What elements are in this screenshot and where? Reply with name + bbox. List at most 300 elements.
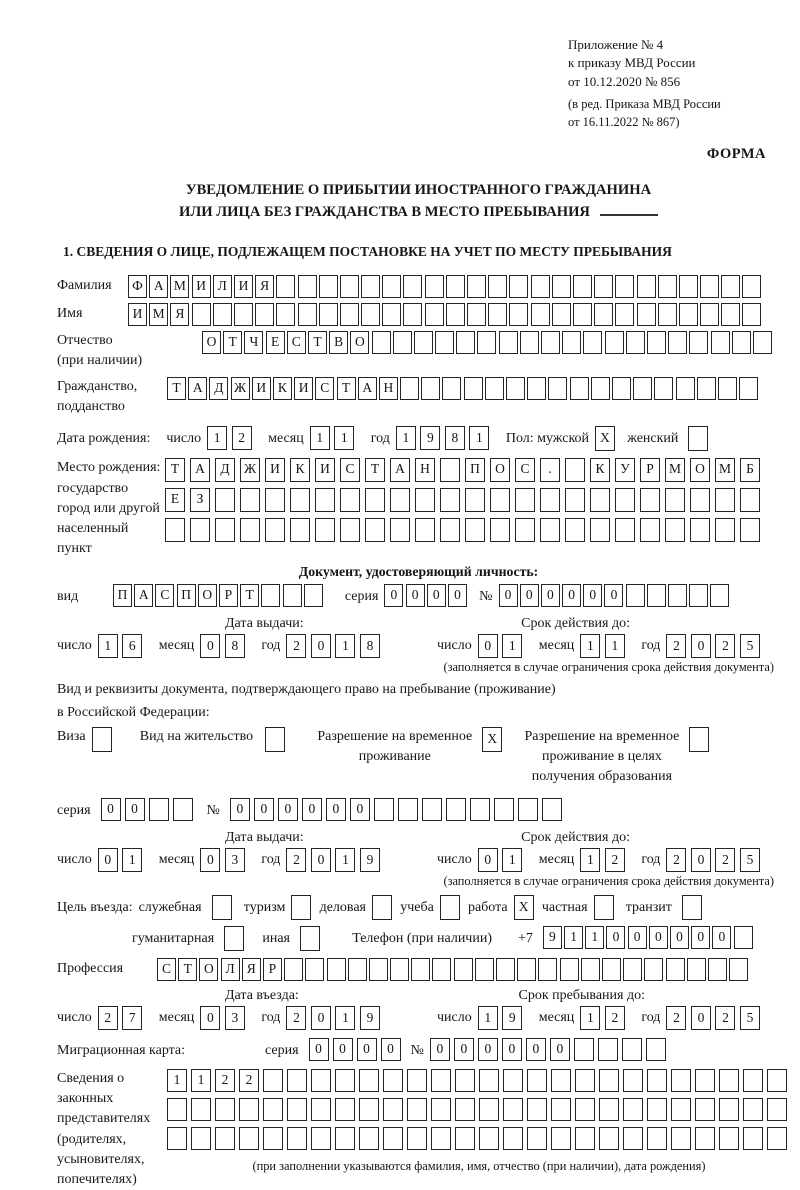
char-cell[interactable]: [647, 331, 666, 354]
char-cell[interactable]: 0: [562, 584, 581, 607]
char-cell[interactable]: [287, 1069, 307, 1092]
char-cell[interactable]: О: [202, 331, 221, 354]
char-cell[interactable]: 0: [381, 1038, 401, 1061]
char-cell[interactable]: 2: [286, 1006, 306, 1030]
char-cell[interactable]: [315, 488, 335, 512]
char-cell[interactable]: 0: [311, 1006, 331, 1030]
char-cell[interactable]: [190, 518, 210, 542]
char-cell[interactable]: 0: [125, 798, 145, 821]
char-cell[interactable]: [734, 926, 753, 949]
char-cell[interactable]: [538, 958, 557, 981]
char-cell[interactable]: [503, 1069, 523, 1092]
char-cell[interactable]: 3: [225, 848, 245, 872]
char-cell[interactable]: [743, 1069, 763, 1092]
char-cell[interactable]: 0: [98, 848, 118, 872]
char-cell[interactable]: [422, 798, 442, 821]
checkbox-cell[interactable]: [594, 895, 614, 920]
char-cell[interactable]: А: [149, 275, 168, 298]
char-cell[interactable]: З: [190, 488, 210, 512]
char-cell[interactable]: [488, 303, 507, 326]
char-cell[interactable]: [615, 275, 634, 298]
char-cell[interactable]: А: [390, 458, 410, 482]
char-cell[interactable]: [679, 303, 698, 326]
char-cell[interactable]: 1: [98, 634, 118, 658]
char-cell[interactable]: [740, 488, 760, 512]
char-cell[interactable]: [598, 1038, 618, 1061]
char-cell[interactable]: 0: [583, 584, 602, 607]
checkbox-cell[interactable]: [224, 926, 244, 951]
char-cell[interactable]: М: [665, 458, 685, 482]
char-cell[interactable]: Ж: [240, 458, 260, 482]
char-cell[interactable]: 2: [286, 634, 306, 658]
char-cell[interactable]: [470, 798, 490, 821]
char-cell[interactable]: [414, 331, 433, 354]
char-cell[interactable]: [718, 377, 737, 400]
char-cell[interactable]: [719, 1127, 739, 1150]
char-cell[interactable]: [626, 584, 645, 607]
char-cell[interactable]: [695, 1127, 715, 1150]
char-cell[interactable]: М: [149, 303, 168, 326]
char-cell[interactable]: К: [273, 377, 292, 400]
char-cell[interactable]: [456, 331, 475, 354]
char-cell[interactable]: [615, 303, 634, 326]
char-cell[interactable]: [599, 1069, 619, 1092]
char-cell[interactable]: С: [287, 331, 306, 354]
char-cell[interactable]: М: [715, 458, 735, 482]
char-cell[interactable]: [573, 275, 592, 298]
char-cell[interactable]: Ч: [244, 331, 263, 354]
char-cell[interactable]: П: [113, 584, 132, 607]
char-cell[interactable]: [167, 1127, 187, 1150]
char-cell[interactable]: [640, 488, 660, 512]
char-cell[interactable]: 8: [225, 634, 245, 658]
char-cell[interactable]: 1: [167, 1069, 187, 1092]
char-cell[interactable]: 0: [499, 584, 518, 607]
char-cell[interactable]: 9: [502, 1006, 522, 1030]
char-cell[interactable]: 1: [580, 848, 600, 872]
char-cell[interactable]: Т: [365, 458, 385, 482]
char-cell[interactable]: [359, 1069, 379, 1092]
char-cell[interactable]: [541, 331, 560, 354]
char-cell[interactable]: [622, 1038, 642, 1061]
char-cell[interactable]: 0: [448, 584, 467, 607]
char-cell[interactable]: [509, 275, 528, 298]
char-cell[interactable]: 1: [335, 634, 355, 658]
char-cell[interactable]: [290, 488, 310, 512]
char-cell[interactable]: [654, 377, 673, 400]
char-cell[interactable]: Д: [215, 458, 235, 482]
char-cell[interactable]: 9: [360, 848, 380, 872]
char-cell[interactable]: [421, 377, 440, 400]
char-cell[interactable]: [215, 518, 235, 542]
char-cell[interactable]: 2: [715, 848, 735, 872]
char-cell[interactable]: [372, 331, 391, 354]
char-cell[interactable]: [490, 518, 510, 542]
char-cell[interactable]: [239, 1098, 259, 1121]
char-cell[interactable]: [742, 303, 761, 326]
char-cell[interactable]: 0: [606, 926, 625, 949]
char-cell[interactable]: 0: [309, 1038, 329, 1061]
char-cell[interactable]: [494, 798, 514, 821]
char-cell[interactable]: 1: [191, 1069, 211, 1092]
char-cell[interactable]: [715, 518, 735, 542]
char-cell[interactable]: Д: [209, 377, 228, 400]
char-cell[interactable]: [191, 1098, 211, 1121]
checkbox-cell[interactable]: X: [595, 426, 615, 451]
char-cell[interactable]: 0: [302, 798, 322, 821]
char-cell[interactable]: [729, 958, 748, 981]
char-cell[interactable]: [340, 488, 360, 512]
char-cell[interactable]: [327, 958, 346, 981]
char-cell[interactable]: [552, 275, 571, 298]
char-cell[interactable]: [335, 1098, 355, 1121]
char-cell[interactable]: [440, 488, 460, 512]
char-cell[interactable]: 0: [691, 848, 711, 872]
char-cell[interactable]: [562, 331, 581, 354]
char-cell[interactable]: 1: [335, 848, 355, 872]
checkbox-cell[interactable]: [688, 426, 708, 451]
char-cell[interactable]: 0: [311, 848, 331, 872]
char-cell[interactable]: 9: [543, 926, 562, 949]
char-cell[interactable]: [488, 275, 507, 298]
char-cell[interactable]: 2: [666, 1006, 686, 1030]
checkbox-cell[interactable]: [291, 895, 311, 920]
char-cell[interactable]: [407, 1098, 427, 1121]
char-cell[interactable]: [215, 488, 235, 512]
char-cell[interactable]: [665, 518, 685, 542]
char-cell[interactable]: [637, 275, 656, 298]
char-cell[interactable]: [710, 584, 729, 607]
char-cell[interactable]: [455, 1069, 475, 1092]
char-cell[interactable]: П: [177, 584, 196, 607]
char-cell[interactable]: [767, 1098, 787, 1121]
char-cell[interactable]: [340, 303, 359, 326]
char-cell[interactable]: [276, 303, 295, 326]
char-cell[interactable]: [668, 584, 687, 607]
char-cell[interactable]: [646, 1038, 666, 1061]
char-cell[interactable]: Е: [165, 488, 185, 512]
char-cell[interactable]: Т: [308, 331, 327, 354]
char-cell[interactable]: [435, 331, 454, 354]
char-cell[interactable]: [287, 1098, 307, 1121]
char-cell[interactable]: [542, 798, 562, 821]
char-cell[interactable]: [565, 488, 585, 512]
char-cell[interactable]: 2: [666, 848, 686, 872]
checkbox-cell[interactable]: [92, 727, 112, 752]
char-cell[interactable]: Т: [223, 331, 242, 354]
char-cell[interactable]: [697, 377, 716, 400]
char-cell[interactable]: [361, 275, 380, 298]
char-cell[interactable]: 7: [122, 1006, 142, 1030]
char-cell[interactable]: [599, 1098, 619, 1121]
char-cell[interactable]: [612, 377, 631, 400]
char-cell[interactable]: И: [128, 303, 147, 326]
char-cell[interactable]: [700, 275, 719, 298]
char-cell[interactable]: [742, 275, 761, 298]
char-cell[interactable]: [319, 275, 338, 298]
char-cell[interactable]: [599, 1127, 619, 1150]
char-cell[interactable]: [671, 1127, 691, 1150]
char-cell[interactable]: [311, 1127, 331, 1150]
char-cell[interactable]: [767, 1127, 787, 1150]
char-cell[interactable]: Ф: [128, 275, 147, 298]
char-cell[interactable]: [623, 1098, 643, 1121]
char-cell[interactable]: [467, 275, 486, 298]
char-cell[interactable]: [551, 1127, 571, 1150]
char-cell[interactable]: [383, 1098, 403, 1121]
char-cell[interactable]: [690, 518, 710, 542]
char-cell[interactable]: [390, 958, 409, 981]
char-cell[interactable]: Т: [337, 377, 356, 400]
char-cell[interactable]: [647, 584, 666, 607]
char-cell[interactable]: [479, 1069, 499, 1092]
char-cell[interactable]: [503, 1127, 523, 1150]
char-cell[interactable]: Я: [170, 303, 189, 326]
char-cell[interactable]: [575, 1098, 595, 1121]
char-cell[interactable]: 1: [335, 1006, 355, 1030]
char-cell[interactable]: [192, 303, 211, 326]
char-cell[interactable]: [284, 958, 303, 981]
char-cell[interactable]: 6: [122, 634, 142, 658]
char-cell[interactable]: 2: [215, 1069, 235, 1092]
char-cell[interactable]: [623, 958, 642, 981]
char-cell[interactable]: О: [690, 458, 710, 482]
char-cell[interactable]: [499, 331, 518, 354]
char-cell[interactable]: [440, 458, 460, 482]
char-cell[interactable]: [658, 275, 677, 298]
char-cell[interactable]: [335, 1069, 355, 1092]
char-cell[interactable]: У: [615, 458, 635, 482]
char-cell[interactable]: [590, 488, 610, 512]
checkbox-cell[interactable]: [265, 727, 285, 752]
char-cell[interactable]: [689, 331, 708, 354]
char-cell[interactable]: 0: [101, 798, 121, 821]
char-cell[interactable]: 0: [712, 926, 731, 949]
char-cell[interactable]: [689, 584, 708, 607]
char-cell[interactable]: 2: [666, 634, 686, 658]
char-cell[interactable]: [479, 1127, 499, 1150]
char-cell[interactable]: К: [290, 458, 310, 482]
char-cell[interactable]: [304, 584, 323, 607]
char-cell[interactable]: [520, 331, 539, 354]
char-cell[interactable]: 9: [420, 426, 440, 450]
char-cell[interactable]: 0: [333, 1038, 353, 1061]
char-cell[interactable]: [374, 798, 394, 821]
char-cell[interactable]: [721, 303, 740, 326]
char-cell[interactable]: [503, 1098, 523, 1121]
checkbox-cell[interactable]: [300, 926, 320, 951]
char-cell[interactable]: [496, 958, 515, 981]
char-cell[interactable]: [215, 1127, 235, 1150]
char-cell[interactable]: [382, 303, 401, 326]
char-cell[interactable]: 2: [239, 1069, 259, 1092]
char-cell[interactable]: 0: [350, 798, 370, 821]
char-cell[interactable]: [191, 1127, 211, 1150]
char-cell[interactable]: [475, 958, 494, 981]
char-cell[interactable]: 1: [502, 634, 522, 658]
char-cell[interactable]: [647, 1127, 667, 1150]
char-cell[interactable]: И: [252, 377, 271, 400]
char-cell[interactable]: [540, 518, 560, 542]
char-cell[interactable]: [581, 958, 600, 981]
char-cell[interactable]: [527, 377, 546, 400]
char-cell[interactable]: [431, 1127, 451, 1150]
char-cell[interactable]: 8: [445, 426, 465, 450]
char-cell[interactable]: 5: [740, 1006, 760, 1030]
char-cell[interactable]: 2: [232, 426, 252, 450]
char-cell[interactable]: [411, 958, 430, 981]
char-cell[interactable]: [485, 377, 504, 400]
char-cell[interactable]: А: [190, 458, 210, 482]
char-cell[interactable]: [658, 303, 677, 326]
char-cell[interactable]: [383, 1069, 403, 1092]
char-cell[interactable]: [687, 958, 706, 981]
char-cell[interactable]: [690, 488, 710, 512]
char-cell[interactable]: [753, 331, 772, 354]
char-cell[interactable]: М: [170, 275, 189, 298]
char-cell[interactable]: [695, 1098, 715, 1121]
char-cell[interactable]: [665, 488, 685, 512]
char-cell[interactable]: 0: [649, 926, 668, 949]
char-cell[interactable]: 1: [585, 926, 604, 949]
char-cell[interactable]: [719, 1069, 739, 1092]
char-cell[interactable]: [565, 518, 585, 542]
char-cell[interactable]: 0: [670, 926, 689, 949]
char-cell[interactable]: [739, 377, 758, 400]
char-cell[interactable]: Т: [167, 377, 186, 400]
char-cell[interactable]: [548, 377, 567, 400]
char-cell[interactable]: 0: [526, 1038, 546, 1061]
char-cell[interactable]: [446, 798, 466, 821]
char-cell[interactable]: [560, 958, 579, 981]
char-cell[interactable]: А: [134, 584, 153, 607]
char-cell[interactable]: 0: [691, 926, 710, 949]
char-cell[interactable]: [479, 1098, 499, 1121]
char-cell[interactable]: .: [540, 458, 560, 482]
char-cell[interactable]: [574, 1038, 594, 1061]
char-cell[interactable]: [311, 1069, 331, 1092]
char-cell[interactable]: [390, 518, 410, 542]
char-cell[interactable]: 0: [430, 1038, 450, 1061]
char-cell[interactable]: 1: [122, 848, 142, 872]
char-cell[interactable]: 5: [740, 634, 760, 658]
char-cell[interactable]: [298, 303, 317, 326]
char-cell[interactable]: [454, 958, 473, 981]
char-cell[interactable]: [265, 488, 285, 512]
char-cell[interactable]: 1: [564, 926, 583, 949]
char-cell[interactable]: [234, 303, 253, 326]
char-cell[interactable]: 1: [310, 426, 330, 450]
checkbox-cell[interactable]: X: [482, 727, 502, 752]
char-cell[interactable]: [637, 303, 656, 326]
char-cell[interactable]: Л: [213, 275, 232, 298]
char-cell[interactable]: 0: [427, 584, 446, 607]
char-cell[interactable]: 2: [98, 1006, 118, 1030]
char-cell[interactable]: 0: [278, 798, 298, 821]
char-cell[interactable]: [407, 1069, 427, 1092]
char-cell[interactable]: [465, 488, 485, 512]
char-cell[interactable]: П: [465, 458, 485, 482]
char-cell[interactable]: [149, 798, 169, 821]
char-cell[interactable]: [477, 331, 496, 354]
char-cell[interactable]: [239, 1127, 259, 1150]
char-cell[interactable]: [623, 1069, 643, 1092]
char-cell[interactable]: [390, 488, 410, 512]
char-cell[interactable]: [715, 488, 735, 512]
char-cell[interactable]: 2: [605, 848, 625, 872]
char-cell[interactable]: 0: [478, 848, 498, 872]
char-cell[interactable]: 0: [454, 1038, 474, 1061]
char-cell[interactable]: [711, 331, 730, 354]
char-cell[interactable]: 0: [691, 634, 711, 658]
char-cell[interactable]: 0: [691, 1006, 711, 1030]
char-cell[interactable]: 0: [406, 584, 425, 607]
char-cell[interactable]: [359, 1098, 379, 1121]
char-cell[interactable]: [767, 1069, 787, 1092]
char-cell[interactable]: [431, 1069, 451, 1092]
char-cell[interactable]: [440, 518, 460, 542]
char-cell[interactable]: 0: [357, 1038, 377, 1061]
char-cell[interactable]: Т: [240, 584, 259, 607]
char-cell[interactable]: 0: [200, 848, 220, 872]
char-cell[interactable]: 0: [384, 584, 403, 607]
char-cell[interactable]: [383, 1127, 403, 1150]
char-cell[interactable]: [515, 518, 535, 542]
char-cell[interactable]: [382, 275, 401, 298]
char-cell[interactable]: [531, 303, 550, 326]
char-cell[interactable]: [240, 488, 260, 512]
char-cell[interactable]: С: [315, 377, 334, 400]
char-cell[interactable]: [552, 303, 571, 326]
char-cell[interactable]: [265, 518, 285, 542]
char-cell[interactable]: Т: [165, 458, 185, 482]
char-cell[interactable]: 1: [580, 634, 600, 658]
char-cell[interactable]: [647, 1098, 667, 1121]
checkbox-cell[interactable]: [689, 727, 709, 752]
char-cell[interactable]: [415, 518, 435, 542]
char-cell[interactable]: [719, 1098, 739, 1121]
char-cell[interactable]: 8: [360, 634, 380, 658]
char-cell[interactable]: [263, 1098, 283, 1121]
char-cell[interactable]: 0: [254, 798, 274, 821]
char-cell[interactable]: 0: [311, 634, 331, 658]
checkbox-cell[interactable]: [682, 895, 702, 920]
char-cell[interactable]: [623, 1127, 643, 1150]
char-cell[interactable]: 0: [478, 634, 498, 658]
char-cell[interactable]: [740, 518, 760, 542]
char-cell[interactable]: [340, 518, 360, 542]
char-cell[interactable]: [425, 303, 444, 326]
char-cell[interactable]: [509, 303, 528, 326]
char-cell[interactable]: 2: [605, 1006, 625, 1030]
char-cell[interactable]: [335, 1127, 355, 1150]
char-cell[interactable]: [298, 275, 317, 298]
char-cell[interactable]: [255, 303, 274, 326]
char-cell[interactable]: 0: [200, 634, 220, 658]
char-cell[interactable]: Т: [178, 958, 197, 981]
char-cell[interactable]: [315, 518, 335, 542]
char-cell[interactable]: И: [234, 275, 253, 298]
char-cell[interactable]: [407, 1127, 427, 1150]
char-cell[interactable]: [311, 1098, 331, 1121]
char-cell[interactable]: 0: [550, 1038, 570, 1061]
char-cell[interactable]: [446, 275, 465, 298]
char-cell[interactable]: [743, 1127, 763, 1150]
char-cell[interactable]: [213, 303, 232, 326]
char-cell[interactable]: 5: [740, 848, 760, 872]
char-cell[interactable]: [615, 488, 635, 512]
char-cell[interactable]: 0: [200, 1006, 220, 1030]
